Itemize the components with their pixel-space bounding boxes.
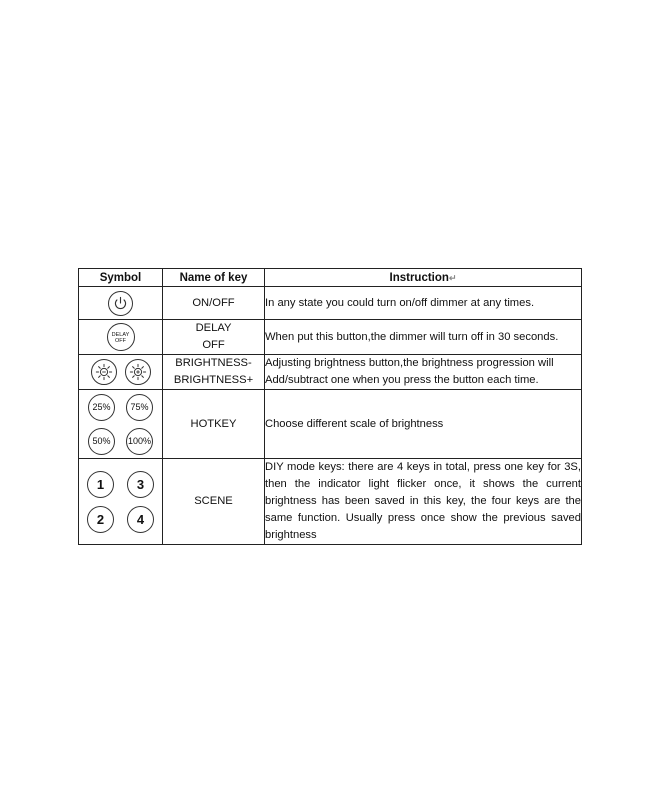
table-row-on-off	[79, 287, 582, 320]
table-row-scene	[79, 459, 582, 545]
header-instruction-label: Instruction	[389, 271, 449, 284]
key-name-hotkey: HOTKEY	[163, 390, 265, 459]
hotkey-25-button: 25%	[88, 394, 115, 421]
scene-button-grid	[79, 468, 162, 535]
instruction-hotkey: Choose different scale of brightness	[265, 390, 582, 459]
power-icon	[113, 296, 128, 311]
hotkey-button-grid	[79, 392, 162, 456]
key-name-brightness	[163, 355, 265, 390]
key-name-scene: SCENE	[163, 459, 265, 545]
scene-4-button: 4	[127, 506, 154, 533]
symbol-cell-on-off	[79, 287, 163, 320]
key-name-delay-line-2: OFF	[202, 339, 225, 351]
instruction-brightness-line-2: Add/subtract one when you press the button each time.	[265, 374, 539, 386]
delay-off-button	[107, 323, 135, 351]
return-mark-icon: ↵	[448, 272, 457, 283]
header-name-of-key: Name of key	[163, 269, 265, 287]
key-name-brightness-plus: BRIGHTNESS+	[173, 374, 254, 386]
key-name-delay-off	[163, 320, 265, 355]
key-instruction-table	[78, 268, 582, 545]
instruction-delay-off: When put this button,the dimmer will turn off in 30 seconds.	[265, 320, 582, 355]
power-button	[108, 291, 133, 316]
key-name-delay-line-1: DELAY	[195, 322, 232, 334]
scene-2-button: 2	[87, 506, 114, 533]
brightness-up-button	[125, 359, 151, 385]
symbol-cell-hotkey	[79, 390, 163, 459]
instruction-brightness	[265, 355, 582, 390]
scene-3-button: 3	[127, 471, 154, 498]
hotkey-75-button: 75%	[126, 394, 153, 421]
table-header-row	[79, 269, 582, 287]
brightness-down-button	[91, 359, 117, 385]
delay-icon-line-1: DELAY	[111, 332, 130, 338]
hotkey-100-button: 100%	[126, 428, 153, 455]
header-instruction	[265, 269, 582, 287]
scene-1-button: 1	[87, 471, 114, 498]
sun-plus-icon	[129, 363, 147, 381]
delay-icon-line-2: OFF	[115, 338, 126, 344]
table-row-hotkey	[79, 390, 582, 459]
symbol-cell-scene	[79, 459, 163, 545]
table-row-delay-off	[79, 320, 582, 355]
instruction-on-off: In any state you could turn on/off dimmer at any times.	[265, 287, 582, 320]
hotkey-50-button: 50%	[88, 428, 115, 455]
key-name-on-off: ON/OFF	[163, 287, 265, 320]
table-row-brightness	[79, 355, 582, 390]
sun-minus-icon	[95, 363, 113, 381]
header-symbol: Symbol	[79, 269, 163, 287]
symbol-cell-brightness	[79, 355, 163, 390]
instruction-brightness-line-1: Adjusting brightness button,the brightness progression will	[265, 357, 554, 369]
instruction-scene: DIY mode keys: there are 4 keys in total, press one key for 3S, then the indicator light flicker once, it shows the current brightness has been saved in this key, the four keys are the same function. Usually press once show the previous saved brightness	[265, 459, 582, 545]
key-name-brightness-minus: BRIGHTNESS-	[175, 357, 252, 369]
symbol-cell-delay-off	[79, 320, 163, 355]
